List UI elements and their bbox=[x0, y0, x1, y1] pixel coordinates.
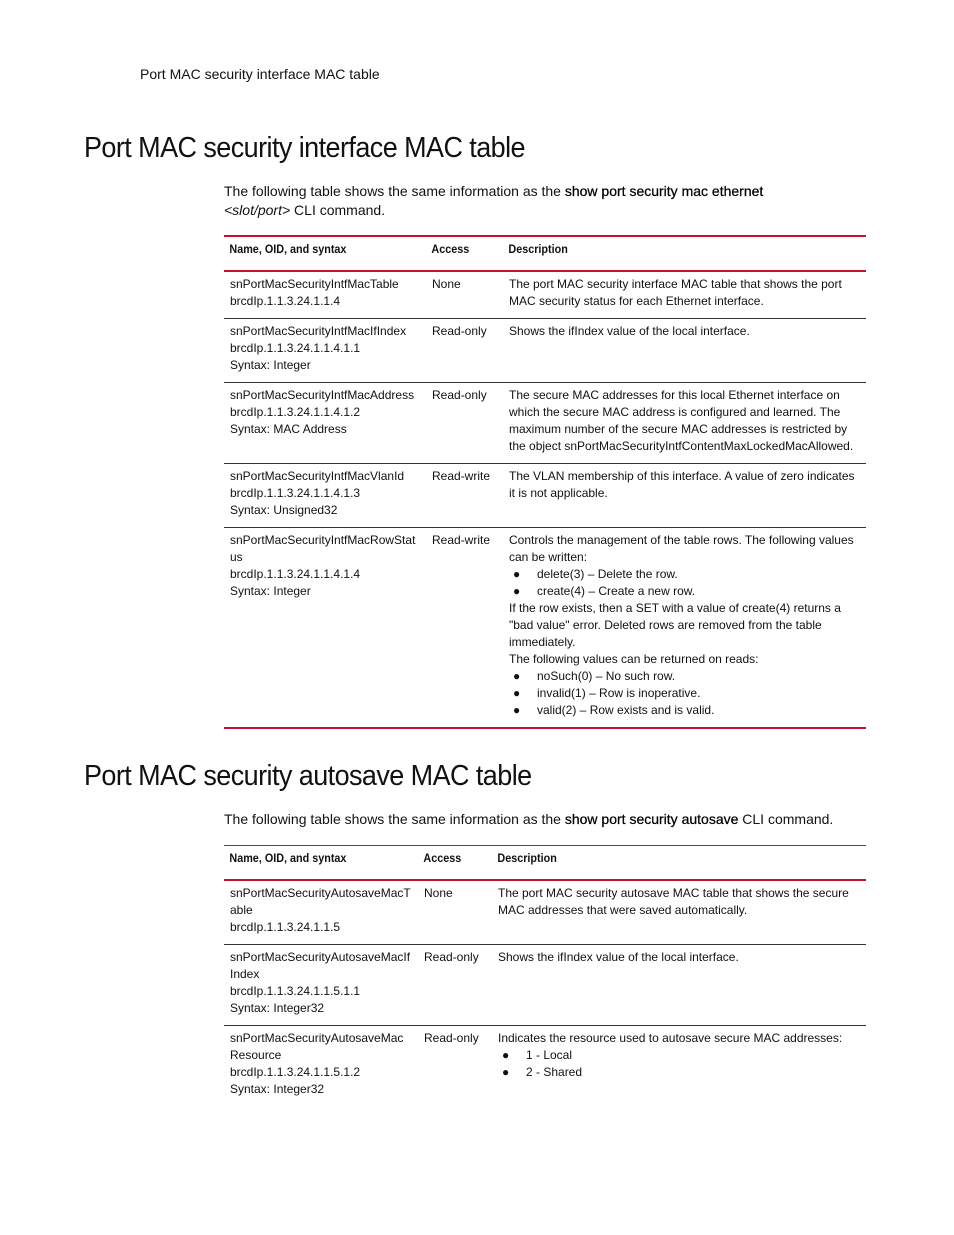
section-intro bbox=[224, 182, 874, 220]
bullet-icon: ● bbox=[513, 567, 521, 581]
description: Shows the ifIndex value of the local interface. bbox=[498, 950, 739, 964]
object-name: snPortMacSecurityIntfMacRowStatus bbox=[230, 533, 416, 564]
access-value: None bbox=[424, 886, 453, 900]
cli-command: show port security mac ethernet bbox=[564, 183, 764, 199]
description-note: If the row exists, then a SET with a value of create(4) returns a "bad value" error. Deleted rows are removed from the table immediately. bbox=[509, 601, 841, 649]
object-oid: brcdIp.1.1.3.24.1.1.4 bbox=[230, 294, 341, 308]
section-title-interface-mac-table: Port MAC security interface MAC table bbox=[84, 132, 525, 164]
access-value: Read-only bbox=[432, 388, 487, 402]
list-item-text: valid(2) – Row exists and is valid. bbox=[537, 703, 715, 717]
access-value: Read-write bbox=[432, 469, 491, 483]
table-row bbox=[224, 1026, 866, 1107]
access-value: Read-only bbox=[424, 950, 479, 964]
running-header: Port MAC security interface MAC table bbox=[140, 66, 380, 82]
object-syntax: Syntax: MAC Address bbox=[230, 422, 347, 436]
mib-table-autosave-mac bbox=[224, 845, 866, 1106]
object-oid: brcdIp.1.1.3.24.1.1.5 bbox=[230, 920, 341, 934]
description: The port MAC security interface MAC table that shows the port MAC security status for each Ethernet interface. bbox=[509, 277, 842, 308]
access-value: Read-only bbox=[432, 324, 487, 338]
description-intro: Indicates the resource used to autosave secure MAC addresses: bbox=[498, 1031, 843, 1045]
object-name: snPortMacSecurityIntfMacAddress bbox=[230, 388, 415, 402]
column-header-access: Access bbox=[423, 851, 462, 865]
cli-argument: <slot/port> bbox=[224, 202, 291, 218]
table-row bbox=[224, 319, 866, 383]
object-oid: brcdIp.1.1.3.24.1.1.4.1.2 bbox=[230, 405, 361, 419]
column-header-name: Name, OID, and syntax bbox=[229, 242, 347, 256]
section-intro bbox=[224, 810, 874, 829]
object-syntax: Syntax: Integer bbox=[230, 584, 311, 598]
list-item bbox=[513, 583, 860, 600]
object-name: snPortMacSecurityAutosaveMacIfIndex bbox=[230, 950, 411, 981]
object-syntax: Syntax: Unsigned32 bbox=[230, 503, 338, 517]
access-value: Read-only bbox=[424, 1031, 479, 1045]
resource-values-list bbox=[498, 1047, 860, 1081]
object-oid: brcdIp.1.1.3.24.1.1.5.1.1 bbox=[230, 984, 361, 998]
object-name: snPortMacSecurityIntfMacVlanId bbox=[230, 469, 405, 483]
list-item bbox=[513, 668, 860, 685]
access-value: Read-write bbox=[432, 533, 491, 547]
list-item bbox=[502, 1047, 860, 1064]
list-item bbox=[513, 702, 860, 719]
bullet-icon: ● bbox=[513, 584, 521, 598]
description-note: The following values can be returned on reads: bbox=[509, 652, 759, 666]
description-intro: Controls the management of the table rows. The following values can be written: bbox=[509, 533, 854, 564]
description bbox=[503, 528, 866, 729]
section-title-autosave-mac-table: Port MAC security autosave MAC table bbox=[84, 760, 532, 792]
object-syntax: Syntax: Integer bbox=[230, 358, 311, 372]
column-header-description: Description bbox=[508, 242, 568, 256]
read-values-list bbox=[509, 668, 860, 719]
mib-table-interface-mac bbox=[224, 235, 866, 729]
bullet-icon: ● bbox=[502, 1065, 510, 1079]
object-oid: brcdIp.1.1.3.24.1.1.4.1.4 bbox=[230, 567, 361, 581]
description bbox=[492, 1026, 866, 1107]
description: The VLAN membership of this interface. A value of zero indicates it is not applicable. bbox=[509, 469, 855, 500]
table-row bbox=[224, 271, 866, 319]
cli-command: show port security autosave bbox=[564, 811, 739, 827]
bullet-icon: ● bbox=[513, 669, 521, 683]
list-item bbox=[513, 566, 860, 583]
list-item-text: noSuch(0) – No such row. bbox=[537, 669, 676, 683]
list-item bbox=[513, 685, 860, 702]
intro-text: The following table shows the same information as the bbox=[224, 811, 565, 827]
object-name: snPortMacSecurityIntfMacTable bbox=[230, 277, 399, 291]
table-row bbox=[224, 528, 866, 729]
object-syntax: Syntax: Integer32 bbox=[230, 1082, 325, 1096]
list-item-text: 1 - Local bbox=[526, 1048, 573, 1062]
list-item bbox=[502, 1064, 860, 1081]
bullet-icon: ● bbox=[502, 1048, 510, 1062]
table-row bbox=[224, 880, 866, 945]
description: The secure MAC addresses for this local Ethernet interface on which the secure MAC address is configured and learned. The maximum number of the secure MAC addresses is restricted by the object snPortMacSecurityIntfContentMaxLockedMacAllowed. bbox=[509, 388, 854, 453]
column-header-access: Access bbox=[431, 242, 470, 256]
list-item-text: create(4) – Create a new row. bbox=[537, 584, 696, 598]
table-row bbox=[224, 945, 866, 1026]
intro-text: The following table shows the same information as the bbox=[224, 183, 565, 199]
object-oid: brcdIp.1.1.3.24.1.1.4.1.1 bbox=[230, 341, 361, 355]
object-name: snPortMacSecurityIntfMacIfIndex bbox=[230, 324, 407, 338]
table-row bbox=[224, 464, 866, 528]
column-header-description: Description bbox=[497, 851, 557, 865]
intro-suffix: CLI command. bbox=[738, 811, 834, 827]
description: The port MAC security autosave MAC table that shows the secure MAC addresses that were saved automatically. bbox=[498, 886, 849, 917]
list-item-text: delete(3) – Delete the row. bbox=[537, 567, 678, 581]
intro-suffix: CLI command. bbox=[290, 202, 386, 218]
bullet-icon: ● bbox=[513, 686, 521, 700]
object-oid: brcdIp.1.1.3.24.1.1.5.1.2 bbox=[230, 1065, 361, 1079]
table-header-row bbox=[224, 236, 866, 271]
object-syntax: Syntax: Integer32 bbox=[230, 1001, 325, 1015]
list-item-text: 2 - Shared bbox=[526, 1065, 583, 1079]
description: Shows the ifIndex value of the local interface. bbox=[509, 324, 750, 338]
table-header-row bbox=[224, 846, 866, 881]
table-row bbox=[224, 383, 866, 464]
writable-values-list bbox=[509, 566, 860, 600]
object-name: snPortMacSecurityAutosaveMacTable bbox=[230, 886, 411, 917]
list-item-text: invalid(1) – Row is inoperative. bbox=[537, 686, 701, 700]
column-header-name: Name, OID, and syntax bbox=[229, 851, 347, 865]
object-name: snPortMacSecurityAutosaveMacResource bbox=[230, 1031, 404, 1062]
object-oid: brcdIp.1.1.3.24.1.1.4.1.3 bbox=[230, 486, 361, 500]
access-value: None bbox=[432, 277, 461, 291]
bullet-icon: ● bbox=[513, 703, 521, 717]
